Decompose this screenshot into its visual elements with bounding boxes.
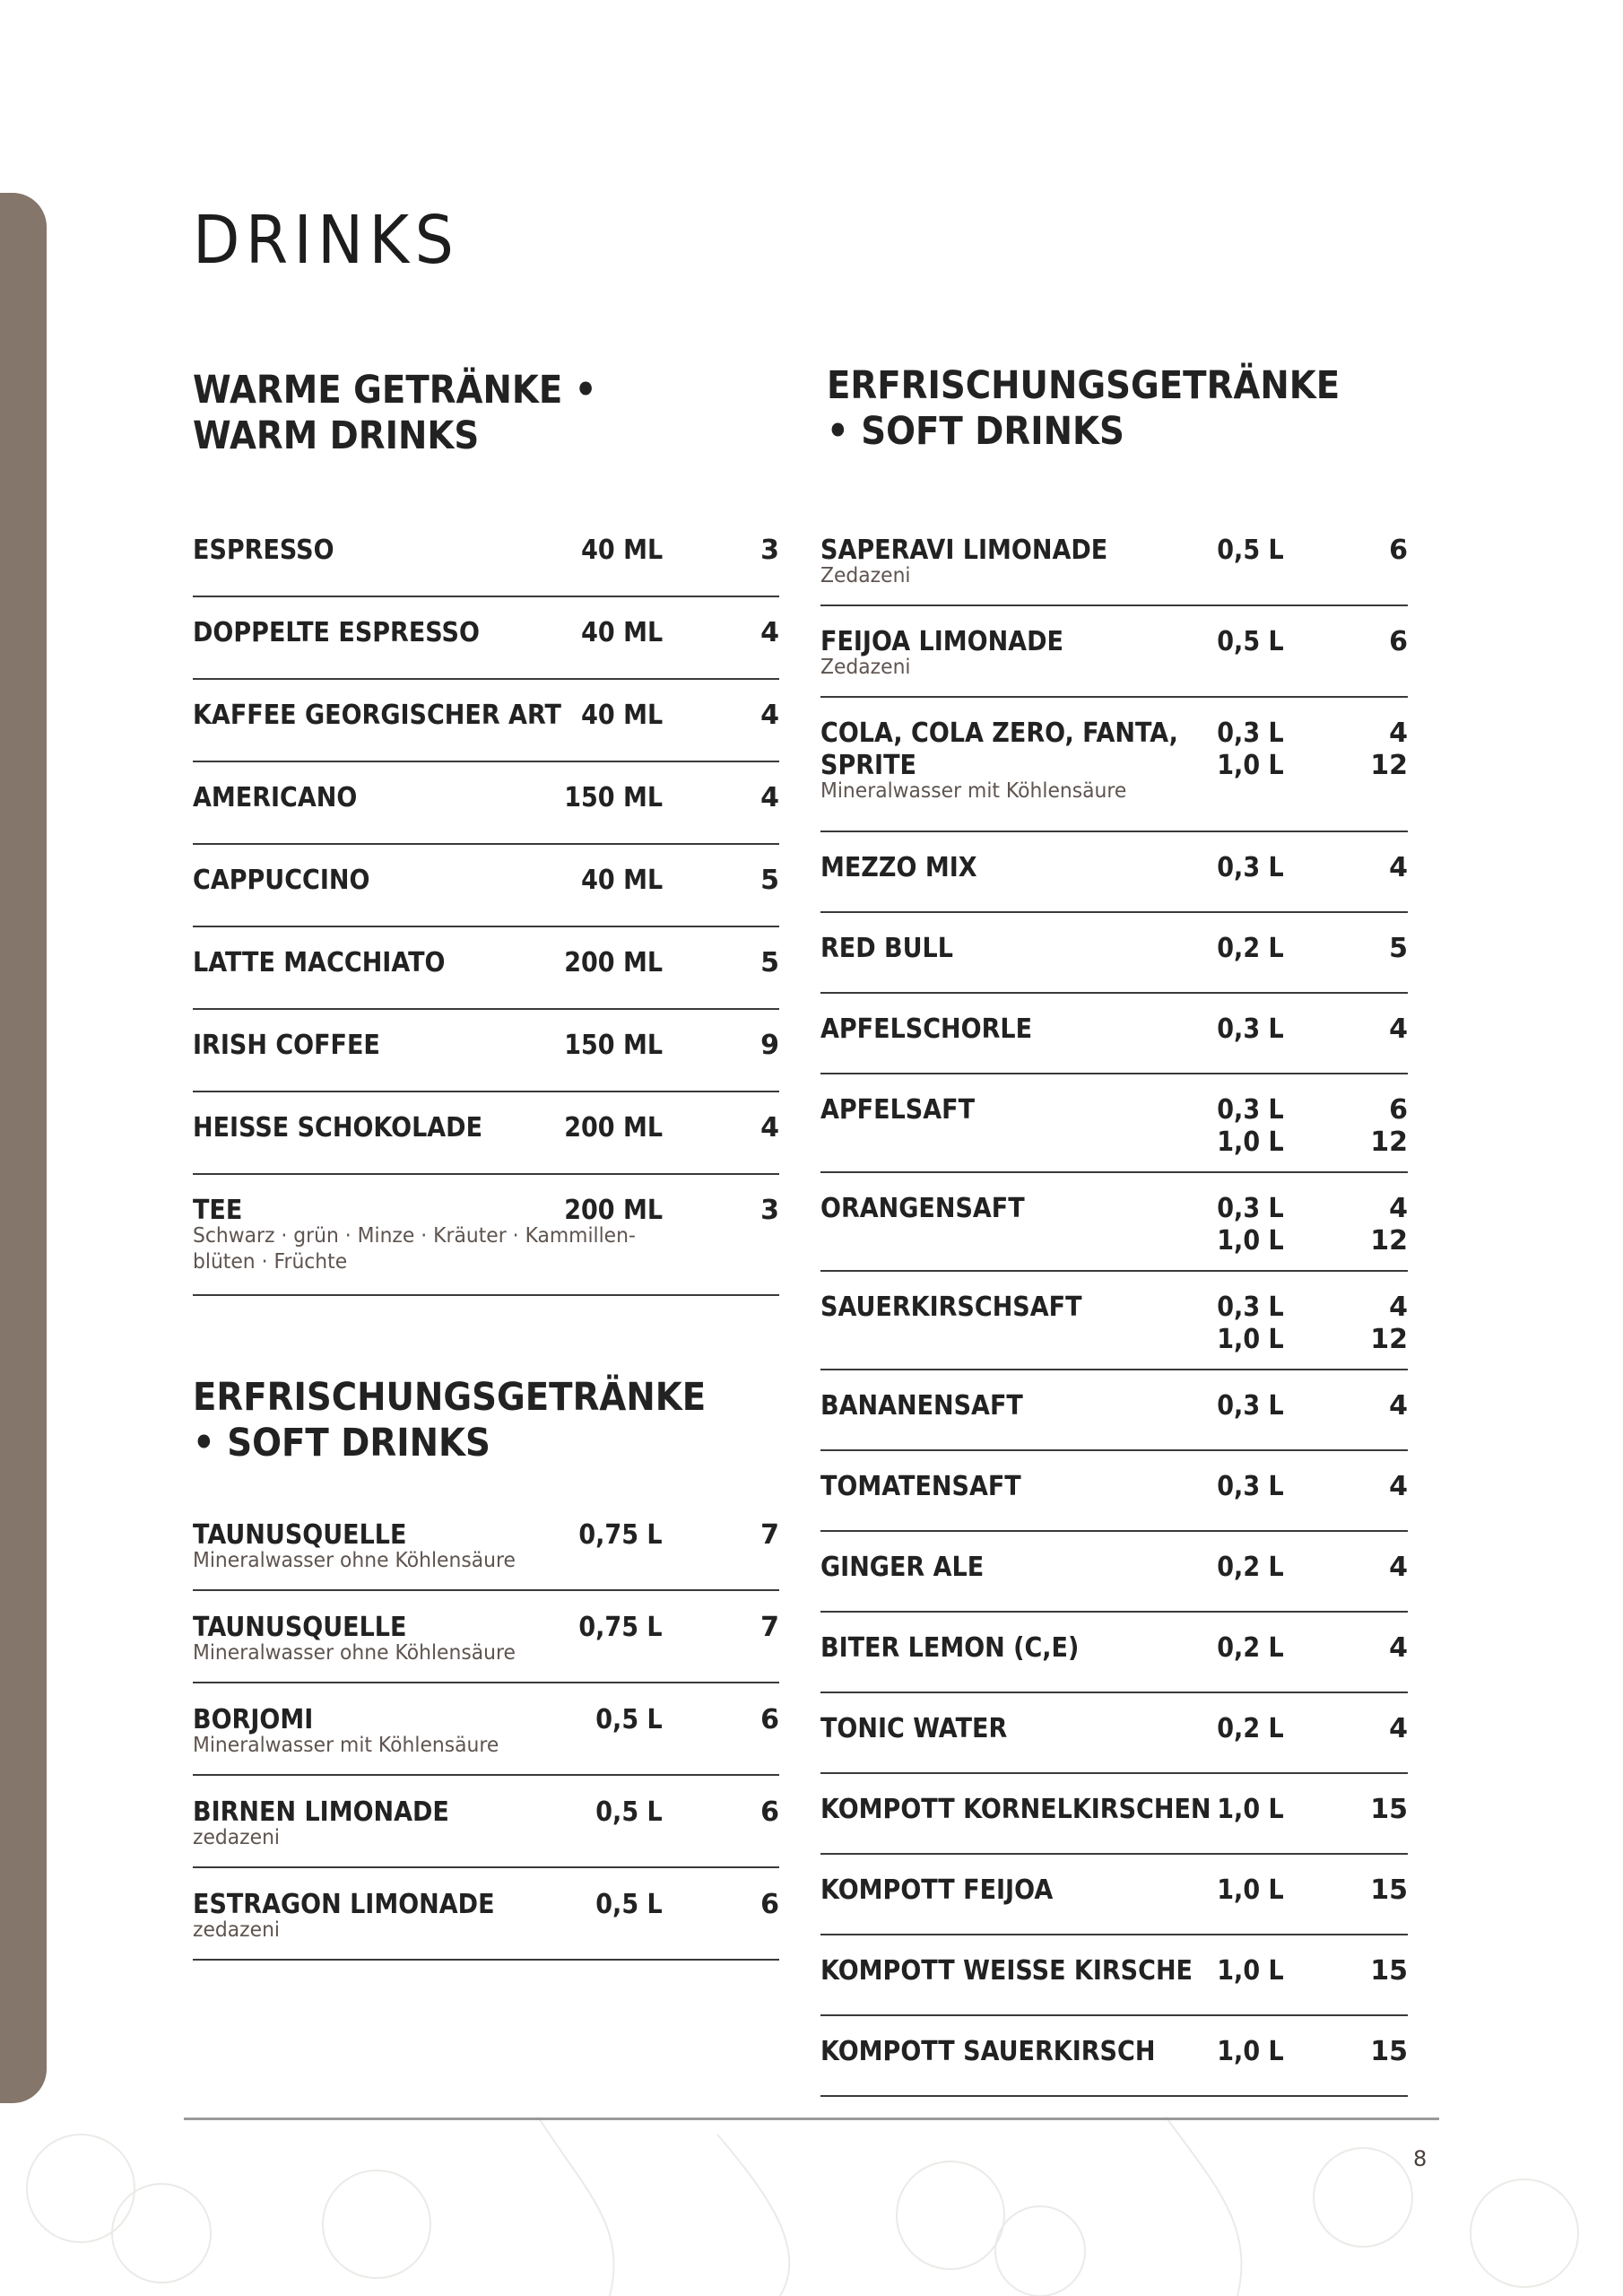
item-name: APFELSCHORLE [820,1013,1033,1045]
item-volume: 0,5 L [595,1704,663,1735]
item-description: zedazeni [193,1918,281,1942]
item-name: ESTRAGON LIMONADE [193,1889,495,1920]
item-price: 4 [760,617,779,648]
page-number: 8 [1413,2146,1428,2171]
item-name: KOMPOTT KORNELKIRSCHEN [820,1794,1211,1825]
menu-item [820,1855,1408,1935]
menu-item [193,1504,779,1591]
menu-item [820,1693,1408,1774]
item-price: 15 [1370,1955,1408,1987]
item-name: SAUERKIRSCHSAFT [820,1292,1082,1323]
item-price: 4 [760,700,779,731]
item-volume: 200 ML [564,947,663,978]
item-name: BIRNEN LIMONADE [193,1796,449,1828]
item-volume: 1,0 L [1217,2036,1284,2067]
item-volume: 150 ML [564,1030,663,1061]
page-title: DRINKS [193,202,460,279]
footer-divider [184,2118,1439,2120]
botanical-background-illustration [0,2117,1623,2296]
menu-item [193,515,779,597]
item-volume: 0,3 L [1217,718,1284,749]
menu-item [193,762,779,845]
section-title-soft-drinks-left: ERFRISCHUNGSGETRÄNKE • SOFT DRINKS [193,1375,707,1465]
item-price: 5 [760,865,779,896]
item-price-2: 12 [1370,1225,1408,1257]
item-volume: 1,0 L [1217,1874,1284,1906]
item-description: Mineralwasser ohne Köhlensäure [193,1549,516,1572]
item-name: FEIJOA LIMONADE [820,626,1063,657]
item-description: Mineralwasser ohne Köhlensäure [193,1641,516,1665]
item-price: 6 [1389,535,1408,566]
item-price: 15 [1370,1794,1408,1825]
item-name: ORANGENSAFT [820,1193,1025,1224]
item-name: CAPPUCCINO [193,865,370,896]
item-name: BANANENSAFT [820,1390,1023,1422]
item-price-2: 12 [1370,1126,1408,1158]
menu-item [820,1370,1408,1451]
soft-drinks-left-list [193,1504,779,1966]
menu-item [820,1451,1408,1532]
menu-item [193,845,779,927]
item-price: 4 [1389,1292,1408,1323]
menu-item [193,1781,779,1868]
item-volume: 1,0 L [1217,1955,1284,1987]
item-volume-2: 1,0 L [1217,750,1284,781]
menu-item [193,1175,779,1296]
item-name: ESPRESSO [193,535,334,566]
item-price: 4 [1389,718,1408,749]
item-price: 6 [760,1889,779,1920]
item-price: 4 [1389,1013,1408,1045]
item-volume: 200 ML [564,1112,663,1144]
section-title-soft-drinks-right: ERFRISCHUNGSGETRÄNKE • SOFT DRINKS [827,363,1341,454]
item-price-2: 12 [1370,1324,1408,1355]
menu-item [820,1272,1408,1370]
item-volume: 0,5 L [1217,535,1284,566]
item-price: 7 [760,1612,779,1643]
item-price: 4 [760,782,779,813]
item-name: TOMATENSAFT [820,1471,1021,1502]
item-name: HEISSE SCHOKOLADE [193,1112,483,1144]
item-volume: 150 ML [564,782,663,813]
menu-item [193,1689,779,1776]
item-description: Schwarz · grün · Minze · Kräuter · Kammillen- [193,1224,636,1248]
item-volume: 0,3 L [1217,1292,1284,1323]
menu-item [193,597,779,680]
menu-item [820,2016,1408,2097]
menu-item [820,606,1408,698]
item-description: Mineralwasser mit Köhlensäure [193,1734,499,1757]
menu-item [193,1010,779,1092]
menu-item [820,1613,1408,1693]
item-volume: 0,3 L [1217,1013,1284,1045]
menu-item [193,927,779,1010]
item-name: SAPERAVI LIMONADE [820,535,1108,566]
item-volume: 200 ML [564,1195,663,1226]
menu-item [820,698,1408,832]
item-description: Zedazeni [820,564,911,587]
item-name: AMERICANO [193,782,358,813]
item-price-2: 12 [1370,750,1408,781]
item-price: 3 [760,535,779,566]
item-volume: 0,3 L [1217,1094,1284,1126]
item-price: 15 [1370,2036,1408,2067]
item-volume: 0,5 L [1217,626,1284,657]
side-accent-bar [0,193,47,2103]
menu-item [820,832,1408,913]
warm-drinks-list [193,515,779,1296]
item-volume: 40 ML [580,700,663,731]
item-price: 3 [760,1195,779,1226]
item-name: BORJOMI [193,1704,314,1735]
menu-item [820,515,1408,606]
menu-item [193,680,779,762]
item-name: TONIC WATER [820,1713,1008,1744]
item-price: 15 [1370,1874,1408,1906]
item-price: 4 [760,1112,779,1144]
item-volume: 0,3 L [1217,1471,1284,1502]
item-volume: 40 ML [580,535,663,566]
item-volume-2: 1,0 L [1217,1126,1284,1158]
item-description-line2: blüten · Früchte [193,1250,348,1274]
item-volume: 40 ML [580,865,663,896]
item-price: 4 [1389,1193,1408,1224]
item-price: 4 [1389,1390,1408,1422]
item-volume: 0,5 L [595,1889,663,1920]
item-price: 6 [1389,1094,1408,1126]
item-name: TAUNUSQUELLE [193,1612,407,1643]
item-volume: 0,3 L [1217,1193,1284,1224]
item-name: APFELSAFT [820,1094,975,1126]
item-price: 5 [1389,933,1408,964]
item-volume: 0,2 L [1217,1632,1284,1664]
item-volume: 1,0 L [1217,1794,1284,1825]
item-volume: 0,3 L [1217,1390,1284,1422]
item-description: zedazeni [193,1826,281,1849]
item-name: MEZZO MIX [820,852,977,883]
menu-item [820,1774,1408,1855]
item-volume: 0,75 L [578,1612,663,1643]
item-name: DOPPELTE ESPRESSO [193,617,480,648]
item-name: BITER LEMON (C,E) [820,1632,1080,1664]
menu-item [820,1074,1408,1173]
item-volume: 0,3 L [1217,852,1284,883]
menu-item [820,1173,1408,1272]
item-name: KOMPOTT WEISSE KIRSCHE [820,1955,1193,1987]
item-price: 4 [1389,1552,1408,1583]
item-price: 5 [760,947,779,978]
item-name: KOMPOTT FEIJOA [820,1874,1054,1906]
menu-item [820,913,1408,994]
item-name: COLA, COLA ZERO, FANTA, [820,718,1178,749]
item-price: 4 [1389,1471,1408,1502]
item-name: LATTE MACCHIATO [193,947,446,978]
item-volume: 0,75 L [578,1519,663,1551]
menu-item [820,1532,1408,1613]
item-price: 6 [760,1704,779,1735]
item-description: Zedazeni [820,656,911,679]
item-price: 6 [760,1796,779,1828]
item-name: RED BULL [820,933,953,964]
item-name-line2: SPRITE [820,750,916,781]
menu-item [193,1596,779,1683]
item-price: 4 [1389,1632,1408,1664]
item-name: KAFFEE GEORGISCHER ART [193,700,561,731]
menu-item [820,994,1408,1074]
item-name: TAUNUSQUELLE [193,1519,407,1551]
item-name: IRISH COFFEE [193,1030,380,1061]
item-price: 7 [760,1519,779,1551]
menu-item [193,1092,779,1175]
menu-item [193,1874,779,1961]
item-name: KOMPOTT SAUERKIRSCH [820,2036,1156,2067]
item-name: GINGER ALE [820,1552,985,1583]
item-price: 6 [1389,626,1408,657]
item-price: 9 [760,1030,779,1061]
item-volume: 0,2 L [1217,1713,1284,1744]
item-description: Mineralwasser mit Köhlensäure [820,779,1127,803]
section-title-warm-drinks: WARME GETRÄNKE • WARM DRINKS [193,368,597,458]
item-price: 4 [1389,852,1408,883]
soft-drinks-right-list [820,515,1408,2097]
item-name: TEE [193,1195,243,1226]
menu-item [820,1935,1408,2016]
item-volume-2: 1,0 L [1217,1324,1284,1355]
item-volume: 40 ML [580,617,663,648]
item-volume-2: 1,0 L [1217,1225,1284,1257]
item-volume: 0,2 L [1217,933,1284,964]
item-volume: 0,2 L [1217,1552,1284,1583]
item-volume: 0,5 L [595,1796,663,1828]
item-price: 4 [1389,1713,1408,1744]
